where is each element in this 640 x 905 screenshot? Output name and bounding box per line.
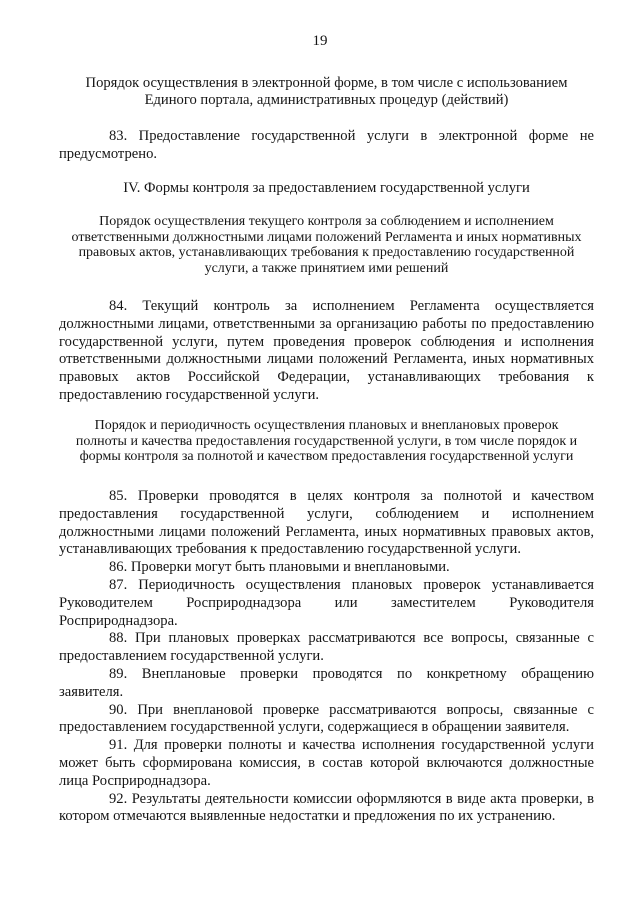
chapter-heading-control <box>59 180 594 197</box>
page-number: 19 <box>312 33 328 49</box>
heading-inspections: Порядок и периодичность осуществления плановых и внеплановых проверок полноты и качества предоставления государственной услуги, в том числе порядок и формы контроля за полнотой и качеством предоставления государственной услуги <box>75 418 578 464</box>
section-heading-electronic-form <box>59 75 594 109</box>
paragraph-87: 87. Периодичность осуществления плановых проверок устанавливается Руководителем Росприроднадзора или заместителем Руководителя Росприроднадзора. <box>59 576 594 629</box>
heading-chapter-iv: IV. Формы контроля за предоставлением государственной услуги <box>123 180 530 196</box>
section-heading-inspections <box>73 418 580 465</box>
paragraph-88: 88. При плановых проверках рассматриваются все вопросы, связанные с предоставлением государственной услуги. <box>59 630 594 665</box>
paragraph-85: 85. Проверки проводятся в целях контроля за полнотой и качеством предоставления государственной услуги, соблюдением и исполнением должностными лицами положений Регламента, иных нормативных правовых актов, устанавливающих требования к предоставлению государственной услуги. <box>59 488 594 558</box>
section-heading-current-control <box>65 214 588 276</box>
paragraphs-85-92-block <box>59 488 594 826</box>
paragraph-83: 83. Предоставление государственной услуги в электронной форме не предусмотрено. <box>59 128 594 162</box>
heading-current-control: Порядок осуществления текущего контроля за соблюдением и исполнением ответственными должностными лицами положений Регламента и иных нормативных правовых актов, устанавливающих требования к предоставлению государственной услуги, а также принятием ими решений <box>71 214 582 276</box>
paragraph-90: 90. При внеплановой проверке рассматриваются вопросы, связанные с предоставлением государственной услуги, содержащиеся в обращении заявителя. <box>59 701 594 736</box>
paragraph-83-block <box>59 128 594 164</box>
paragraph-91: 91. Для проверки полноты и качества исполнения государственной услуги может быть сформирована комиссия, в состав которой включаются должностные лица Росприроднадзора. <box>59 737 594 789</box>
paragraph-84-block <box>59 298 594 405</box>
paragraph-84: 84. Текущий контроль за исполнением Регламента осуществляется должностными лицами, ответственными за организацию работы по предоставлению государственной услуги, путем проведения проверок соблюдения и исполнения ответственными должностными лицами положений Регламента, иных нормативных правовых актов Российской Федерации, устанавливающих требования к предоставлению государственной услуги. <box>59 298 594 403</box>
paragraph-89: 89. Внеплановые проверки проводятся по конкретному обращению заявителя. <box>59 665 594 700</box>
paragraph-92: 92. Результаты деятельности комиссии оформляются в виде акта проверки, в котором отмечаются выявленные недостатки и предложения по их устранению. <box>59 790 594 825</box>
paragraph-86: 86. Проверки могут быть плановыми и внеплановыми. <box>109 559 450 576</box>
heading-electronic-form: Порядок осуществления в электронной форме, в том числе с использованием Единого портала, административных процедур (действий) <box>85 75 568 108</box>
